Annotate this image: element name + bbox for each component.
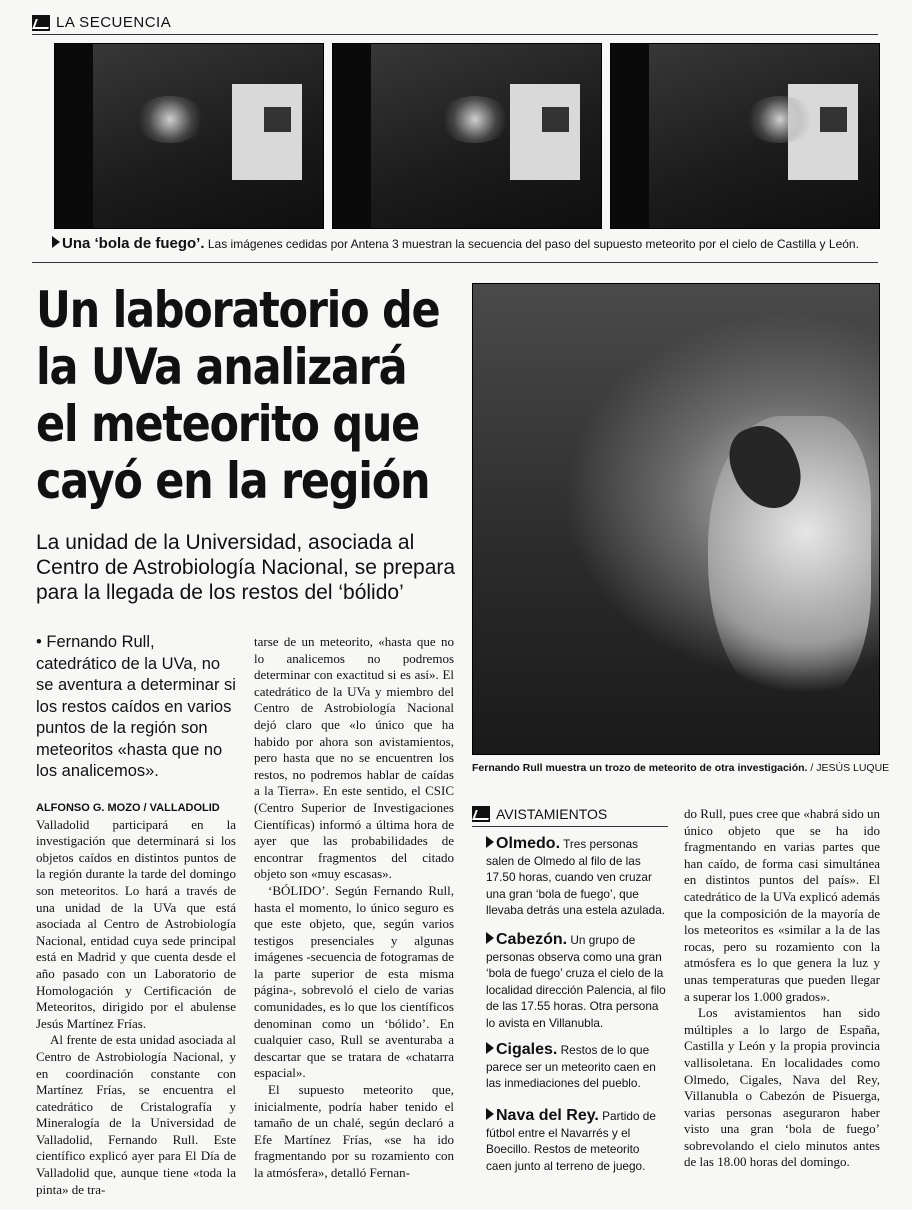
caption-rule [32, 262, 878, 263]
sidebar-item [486, 836, 666, 932]
headline-line: la UVa analizará [36, 338, 407, 396]
article-paragraph: do Rull, pues cree que «habrá sido un único objeto que se ha ido fragmentando en varias partes que han caído, de forma casi simultánea en distintos puntos del país». El catedrático de la UVa explicó además que la composición de la mayoría de los meteoritos es «similar a la de las rocas, pero su rozamiento con la atmósfera es lo que genera la luz y unas temperaturas que pueden llegar a superar los 1.000 grados». [684, 806, 880, 1004]
lead-summary: • Fernando Rull, catedrático de la UVa, no se aventura a determinar si los restos caídos en varios puntos de la región son meteoritos «hasta que no los analicemos». [36, 633, 236, 780]
headline-line: Un laboratorio de [36, 281, 440, 339]
sequence-caption [52, 235, 882, 252]
byline: ALFONSO G. MOZO / VALLADOLID [36, 802, 220, 814]
caption-arrow-icon [52, 236, 60, 248]
sidebar-arrow-icon [472, 806, 490, 822]
section-arrow-icon [32, 15, 50, 31]
sidebar-place: Olmedo. [496, 835, 561, 852]
sidebar-item [486, 932, 666, 1042]
sidebar-place: Nava del Rey. [496, 1107, 599, 1124]
headline-line: cayó en la región [36, 452, 430, 510]
headline [36, 281, 440, 510]
sidebar-text: Un grupo de personas observa como una gran ‘bola de fuego’ cruza el cielo de la localidad dirección Palencia, al filo de las 17.55 horas. Otra persona lo avista en Villanubla. [486, 933, 666, 1030]
section-tag [32, 14, 171, 31]
sequence-photo-3 [610, 43, 880, 229]
bullet-arrow-icon [486, 1042, 494, 1054]
sidebar-text: Restos de lo que parece ser un meteorito caen en las inmediaciones del pueblo. [486, 1043, 656, 1091]
photo-caption-text: Fernando Rull muestra un trozo de meteorito de otra investigación. [472, 762, 808, 774]
sidebar-list [486, 836, 666, 1174]
sidebar-text: Partido de fútbol entre el Navarrés y el Boecillo. Restos de meteorito caen junto al terreno de juego. [486, 1109, 656, 1173]
sequence-photo-1 [54, 43, 324, 229]
bullet-arrow-icon [486, 1108, 494, 1120]
sidebar-place: Cigales. [496, 1041, 558, 1058]
bullet-arrow-icon [486, 836, 494, 848]
article-column-4 [684, 806, 880, 1171]
article-column-2 [254, 634, 454, 1182]
bullet-arrow-icon [486, 932, 494, 944]
sequence-caption-lead: Una ‘bola de fuego’. [62, 235, 205, 252]
sidebar-title-label: AVISTAMIENTOS [496, 806, 608, 822]
article-paragraph: ‘BÓLIDO’. Según Fernando Rull, hasta el momento, lo único seguro es que este objeto, que, según varios testigos presenciales y algunas imágenes -secuencia de fotogramas de la parte superior de esta misma página-, sobrevoló el cielo de varias comunidades, es lo que los científicos denominan como un ‘bólido’. En cualquier caso, Rull se aventuraba a descartar que se tratara de «chatarra espacial». [254, 882, 454, 1081]
sidebar-item [486, 1108, 666, 1174]
subheadline: La unidad de la Universidad, asociada al Centro de Astrobiología Nacional, se prepara para la llegada de los restos del ‘bólido’ [36, 531, 456, 604]
sequence-caption-text: Las imágenes cedidas por Antena 3 muestran la secuencia del paso del supuesto meteorito por el cielo de Castilla y León. [207, 237, 859, 251]
top-rule [32, 34, 878, 35]
article-paragraph: tarse de un meteorito, «hasta que no lo analicemos no podremos determinar con exactitud si es así». El catedrático de la UVa y miembro del Centro de Astrobiología Nacional dejó claro que «lo único que ha habido por ahora son avistamientos, pero hasta que no se encuentren los restos, no podremos hablar de caídas a la Tierra». En este sentido, el CSIC (Centro Superior de Investigaciones Científicas) informó a última hora de ayer que las probabilidades de encontrar fragmentos del citado objeto son «muy escasas». [254, 634, 454, 882]
section-tag-label: LA SECUENCIA [56, 14, 172, 31]
meteorite-photo [472, 283, 880, 755]
sidebar-item [486, 1042, 666, 1108]
photo-caption [472, 762, 889, 774]
sidebar-title [472, 806, 607, 822]
article-paragraph: Valladolid participará en la investigación que determinará si los objetos caídos en distintos puntos de la región durante la tarde del domingo son meteoritos. Lo hará a través de una unidad de la UVa que está asociada al Centro de Astrobiología Nacional, entidad cuya sede principal está en Madrid y que cuenta desde el año pasado con un Laboratorio de Homologación y Certificación de Meteoritos, dirigido por el abulense Jesús Martínez Frías. [36, 816, 236, 1031]
article-column-1 [36, 800, 236, 1198]
headline-line: el meteorito que [36, 395, 420, 453]
article-paragraph: Al frente de esta unidad asociada al Centro de Astrobiología Nacional, y en coordinación constante con Martínez Frías, se encuentra el catedrático de Cristalografía y Mineralogía de la Universidad de Valladolid, Fernando Rull. Este científico explicó ayer para El Día de Valladolid que, aunque tiene «toda la pinta» de tra- [36, 1032, 236, 1197]
article-paragraph: Los avistamientos han sido múltiples a lo largo de España, Castilla y León y la propia provincia vallisoletana. En localidades como Olmedo, Cigales, Nava del Rey, Villanubla o Cabezón de Pisuerga, varias personas aseguraron haber visto una gran ‘bola de fuego’ sobrevolando el cielo minutos antes de las 18.00 horas del domingo. [684, 1005, 880, 1170]
sidebar-place: Cabezón. [496, 931, 568, 948]
sidebar-rule [472, 826, 668, 827]
photo-credit: / JESÚS LUQUE [810, 762, 890, 774]
article-paragraph: El supuesto meteorito que, inicialmente, podría haber tenido el tamaño de un chalé, según declaró a Efe Martínez Frías, «se ha ido fragmentando por su rozamiento con la atmósfera», detalló Fernan- [254, 1082, 454, 1180]
sequence-photo-2 [332, 43, 602, 229]
sidebar-text: Tres personas salen de Olmedo al filo de las 17.50 horas, cuando ven cruzar una gran ‘bola de fuego’, que llevaba detrás una estela azulada. [486, 837, 666, 918]
